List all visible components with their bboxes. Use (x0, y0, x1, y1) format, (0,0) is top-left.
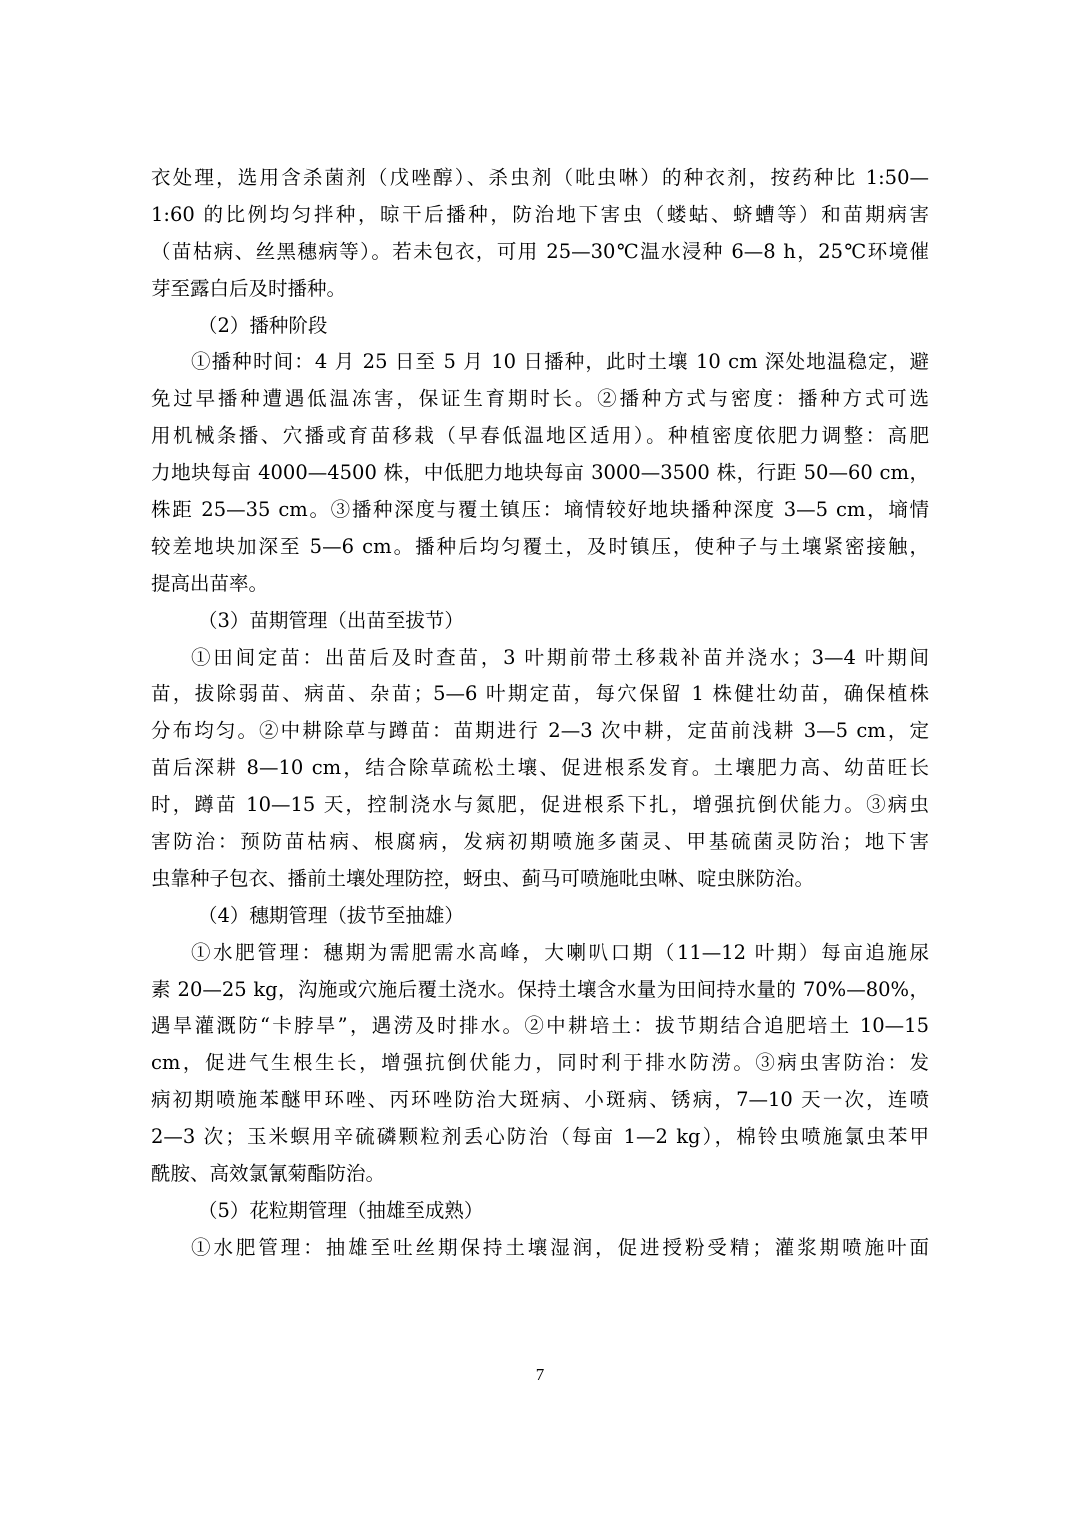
text-line: （苗枯病、丝黑穗病等）。若未包衣，可用 25—30℃温水浸种 6—8 h，25℃环境催 (151, 239, 929, 263)
text-line: 2—3 次；玉米螟用辛硫磷颗粒剂丢心防治（每亩 1—2 kg），棉铃虫喷施氯虫苯甲 (151, 1125, 929, 1149)
text-line: 较差地块加深至 5—6 cm。播种后均匀覆土，及时镇压，使种子与土壤紧密接触， (151, 534, 929, 558)
body-text (151, 160, 929, 1267)
text-line: 遇旱灌溉防“卡脖旱”，遇涝及时排水。②中耕培土：拔节期结合追肥培土 10—15 (151, 1014, 929, 1038)
text-line: 衣处理，选用含杀菌剂（戊唑醇）、杀虫剂（吡虫啉）的种衣剂，按药种比 1:50— (151, 166, 929, 189)
text-line: 力地块每亩 4000—4500 株，中低肥力地块每亩 3000—3500 株，行距 50—60 cm， (151, 461, 929, 485)
text-line: 株距 25—35 cm。③播种深度与覆土镇压：墒情较好地块播种深度 3—5 cm，墒情 (151, 498, 929, 522)
section-heading-4: （4）穗期管理（拔节至抽雄） (198, 903, 464, 927)
text-line: 酰胺、高效氯氰菊酯防治。 (151, 1162, 386, 1186)
page-number: 7 (535, 1365, 545, 1384)
text-line: 素 20—25 kg，沟施或穴施后覆土浇水。保持土壤含水量为田间持水量的 70%—80%， (151, 977, 929, 1001)
text-line: 1:60 的比例均匀拌种，晾干后播种，防治地下害虫（蝼蛄、蛴螬等）和苗期病害 (151, 202, 929, 226)
text-line: 害防治：预防苗枯病、根腐病，发病初期喷施多菌灵、甲基硫菌灵防治；地下害 (151, 830, 929, 854)
section-heading-2: （2）播种阶段 (198, 313, 328, 337)
text-line: ①水肥管理：穗期为需肥需水高峰，大喇叭口期（11—12 叶期）每亩追施尿 (191, 940, 929, 964)
text-line: 用机械条播、穴播或育苗移栽（早春低温地区适用）。种植密度依肥力调整：高肥 (151, 424, 929, 448)
text-line: cm，促进气生根生长，增强抗倒伏能力，同时利于排水防涝。③病虫害防治：发 (151, 1051, 929, 1075)
text-line: 芽至露白后及时播种。 (151, 276, 347, 300)
text-line: ①田间定苗：出苗后及时查苗，3 叶期前带土移栽补苗并浇水；3—4 叶期间 (191, 645, 929, 669)
text-line: ①水肥管理：抽雄至吐丝期保持土壤湿润，促进授粉受精；灌浆期喷施叶面 (191, 1235, 929, 1259)
text-line: 苗，拔除弱苗、病苗、杂苗；5—6 叶期定苗，每穴保留 1 株健壮幼苗，确保植株 (151, 682, 929, 706)
text-line: 苗后深耕 8—10 cm，结合除草疏松土壤、促进根系发育。土壤肥力高、幼苗旺长 (151, 756, 929, 780)
text-line: 分布均匀。②中耕除草与蹲苗：苗期进行 2—3 次中耕，定苗前浅耕 3—5 cm，定 (151, 719, 929, 743)
text-line: ①播种时间：4 月 25 日至 5 月 10 日播种，此时土壤 10 cm 深处地温稳定，避 (191, 350, 929, 374)
section-heading-3: （3）苗期管理（出苗至拔节） (198, 608, 464, 632)
text-line: 病初期喷施苯醚甲环唑、丙环唑防治大斑病、小斑病、锈病，7—10 天一次，连喷 (151, 1088, 929, 1112)
text-line: 免过早播种遭遇低温冻害，保证生育期时长。②播种方式与密度：播种方式可选 (151, 387, 929, 411)
section-heading-5: （5）花粒期管理（抽雄至成熟） (198, 1198, 484, 1222)
text-line: 提高出苗率。 (151, 571, 269, 595)
text-line: 虫靠种子包衣、播前土壤处理防控，蚜虫、蓟马可喷施吡虫啉、啶虫脒防治。 (151, 866, 815, 890)
text-line: 时，蹲苗 10—15 天，控制浇水与氮肥，促进根系下扎，增强抗倒伏能力。③病虫 (151, 793, 929, 817)
